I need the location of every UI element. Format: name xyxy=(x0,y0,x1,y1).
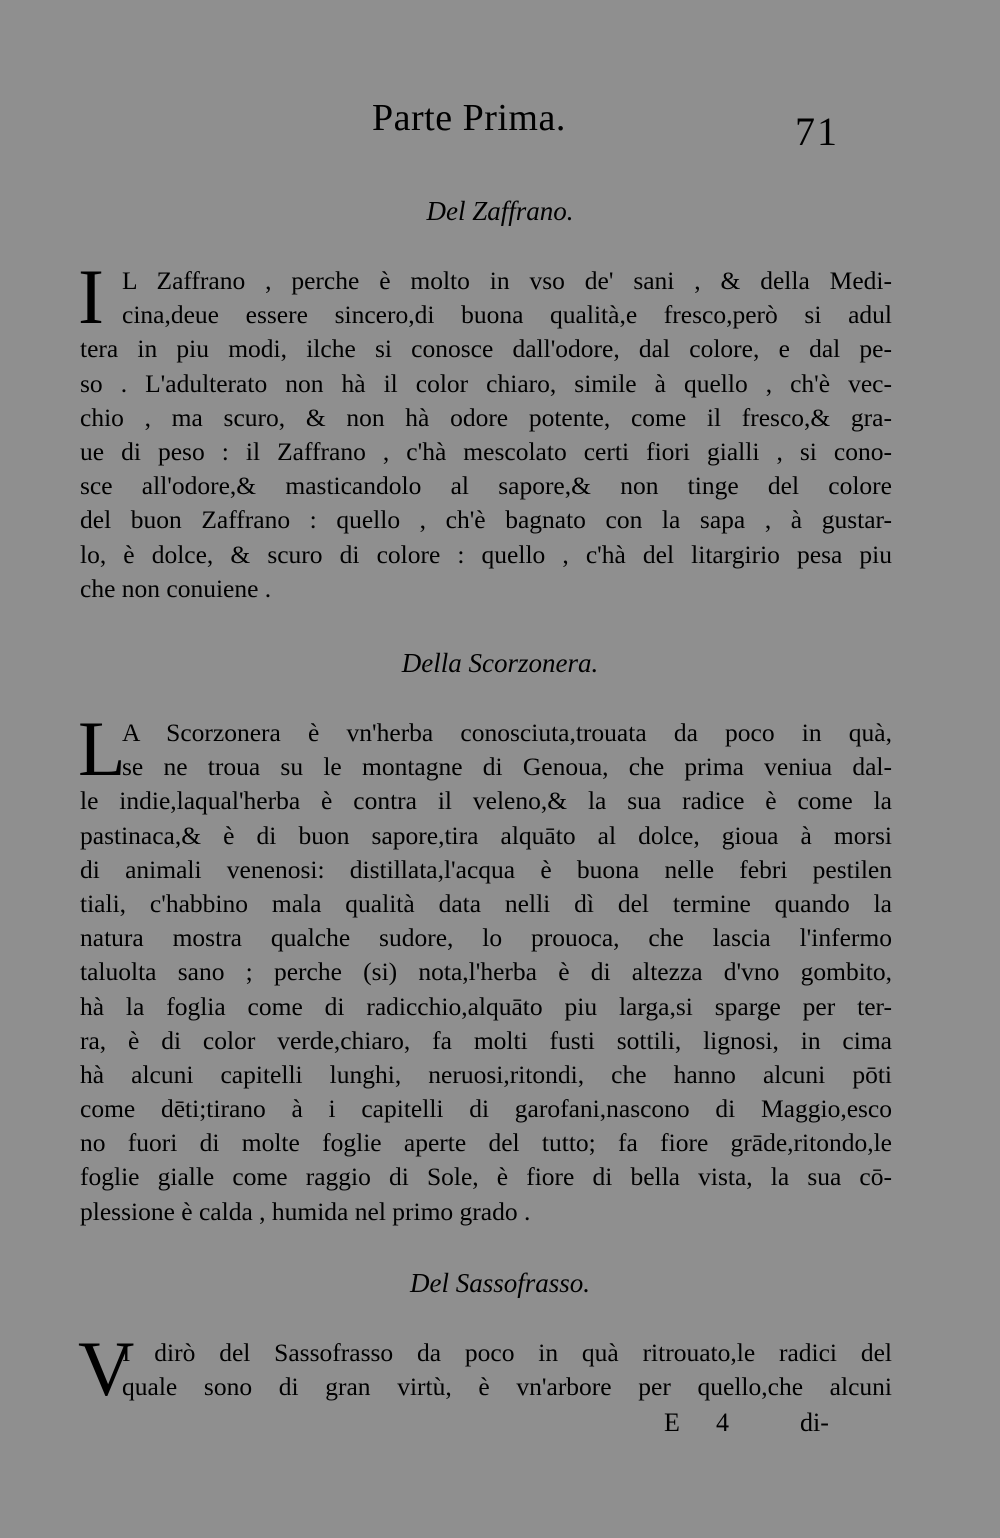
text-line: come dēti;tirano à i capitelli di garofani,nascono di Maggio,esco xyxy=(80,1094,892,1124)
section-title-zaffrano: Del Zaffrano. xyxy=(426,196,574,226)
section-title-sassofrasso: Del Sassofrasso. xyxy=(409,1268,591,1298)
text-line: quale sono di gran virtù, è vn'arbore per quello,che alcuni xyxy=(122,1372,892,1402)
drop-capital: V xyxy=(78,1325,135,1412)
text-line: so . L'adulterato non hà il color chiaro, simile à quello , ch'è vec- xyxy=(80,368,892,398)
text-line: sce all'odore,& masticandolo al sapore,& non tinge del colore xyxy=(80,471,892,501)
section-sassofrasso xyxy=(78,1325,892,1412)
section-zaffrano xyxy=(78,253,892,606)
text-line: pastinaca,& è di buon sapore,tira alquāto al dolce, gioua à morsi xyxy=(80,820,892,850)
page-number: 71 xyxy=(795,109,839,154)
catchword: di- xyxy=(800,1408,829,1437)
text-line: hà la foglia come di radicchio,alquāto piu larga,si sparge per ter- xyxy=(80,991,892,1021)
text-line: se ne troua su le montagne di Genoua, che prima veniua dal- xyxy=(122,752,892,782)
page-footer xyxy=(664,1408,844,1444)
text-line: A Scorzonera è vn'herba conosciuta,trouata da poco in quà, xyxy=(122,718,892,747)
text-line: lo, è dolce, & scuro di colore : quello , c'hà del litargirio pesa piu xyxy=(80,539,892,569)
running-title: Parte Prima. xyxy=(372,97,566,139)
text-line: cina,deue essere sincero,di buona qualità,e fresco,però si adul xyxy=(122,300,892,330)
signature-number: 4 xyxy=(716,1408,729,1437)
text-line: natura mostra qualche sudore, lo prouoca, che lascia l'infermo xyxy=(80,923,892,953)
drop-capital: I xyxy=(78,253,104,340)
text-line: che non conuiene . xyxy=(80,573,272,603)
text-line: foglie gialle come raggio di Sole, è fiore di bella vista, la sua cō- xyxy=(80,1162,892,1192)
text-line: tiali, c'habbino mala qualità data nelli dì del termine quando la xyxy=(80,888,892,918)
drop-capital: L xyxy=(78,705,126,792)
text-line: plessione è calda , humida nel primo grado . xyxy=(80,1196,531,1226)
text-line: ra, è di color verde,chiaro, fa molti fusti sottili, lignosi, in cima xyxy=(80,1025,892,1055)
signature-mark: E xyxy=(664,1408,680,1437)
text-line: taluolta sano ; perche (si) nota,l'herba è di altezza d'vno gombito, xyxy=(80,957,892,987)
section-scorzonera xyxy=(78,705,892,1229)
text-line: le indie,laqual'herba è contra il veleno,& la sua radice è come la xyxy=(80,786,892,816)
text-line: tera in piu modi, ilche si conosce dall'odore, dal colore, e dal pe- xyxy=(80,334,892,364)
text-line: no fuori di molte foglie aperte del tutto; fa fiore grāde,ritondo,le xyxy=(80,1128,892,1158)
text-line: I dirò del Sassofrasso da poco in quà ritrouato,le radici del xyxy=(122,1338,892,1367)
text-line: chio , ma scuro, & non hà odore potente, come il fresco,& gra- xyxy=(80,402,892,432)
text-line: hà alcuni capitelli lunghi, neruosi,ritondi, che hanno alcuni pōti xyxy=(80,1059,892,1089)
text-line: di animali venenosi: distillata,l'acqua è buona nelle febri pestilen xyxy=(80,854,892,884)
text-line: del buon Zaffrano : quello , ch'è bagnato con la sapa , à gustar- xyxy=(80,505,892,535)
section-title-scorzonera: Della Scorzonera. xyxy=(401,648,599,678)
text-line: L Zaffrano , perche è molto in vso de' sani , & della Medi- xyxy=(122,266,892,295)
text-line: ue di peso : il Zaffrano , c'hà mescolato certi fiori gialli , si cono- xyxy=(80,436,892,466)
